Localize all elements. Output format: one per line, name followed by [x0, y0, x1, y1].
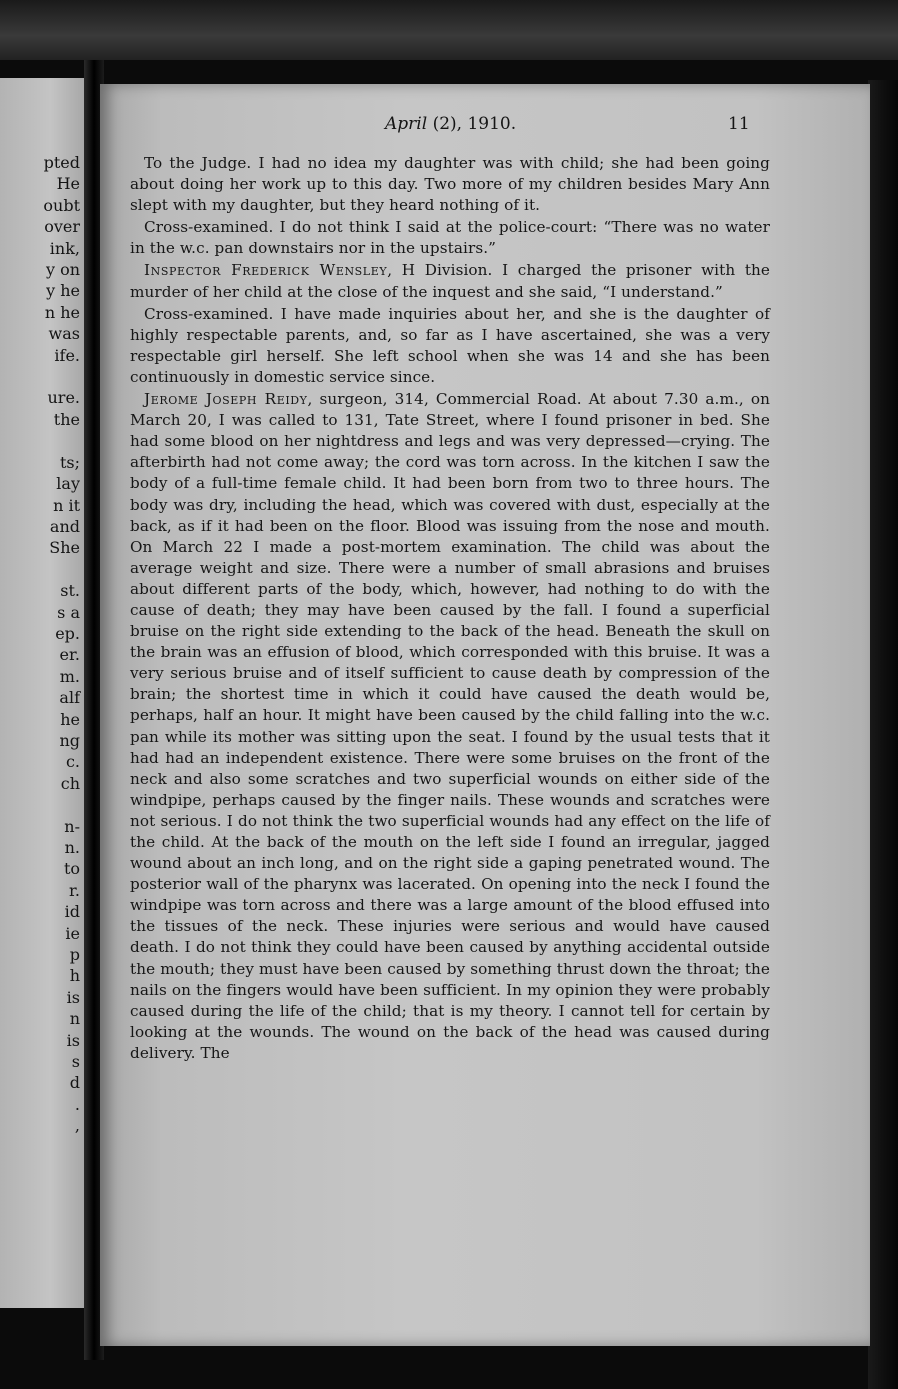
- facing-page-line: is: [66, 1030, 80, 1050]
- facing-page-line: ie: [65, 923, 80, 943]
- running-title-date: (2), 1910.: [427, 114, 517, 134]
- facing-page-line: ng: [59, 730, 80, 750]
- facing-page-line: he: [60, 709, 80, 729]
- paragraph-judge-questions: [130, 153, 770, 216]
- paragraph-text: Cross-examined. I have made inquiries about her, and she is the daughter of highly respectable parents, and, so far as I have ascertained, she was a very respectable girl herself. She left school when she was 14 and she has been continuously in domestic service since.: [130, 304, 770, 386]
- book-page: [100, 84, 870, 1346]
- facing-page-line: c.: [65, 752, 80, 772]
- facing-page-line: ife.: [54, 345, 80, 365]
- facing-page-line: to: [63, 859, 80, 879]
- running-title-month: April: [385, 114, 428, 134]
- page-number: 11: [728, 114, 750, 134]
- facing-page-line: ep.: [55, 623, 80, 643]
- facing-page-line: st.: [60, 581, 80, 601]
- scan-right-border: [868, 80, 898, 1389]
- facing-page-line: alf: [59, 688, 80, 708]
- facing-page-line: ,: [74, 1116, 80, 1136]
- facing-page-line: lay: [56, 474, 80, 494]
- paragraph-cross-examined-2: [130, 304, 770, 388]
- facing-page-line: d: [69, 1073, 80, 1093]
- paragraph-surgeon-reidy: [130, 389, 770, 1064]
- facing-page-line: He: [56, 174, 80, 194]
- facing-page-line: p: [69, 945, 80, 965]
- facing-page-line: ink,: [49, 238, 80, 258]
- paragraph-inspector-wensley: [130, 260, 770, 302]
- facing-page-line: id: [64, 902, 80, 922]
- paragraph-text: , H Division. I charged the prisoner with the murder of her child at the close of the inquest and she said, “I understand.”: [130, 261, 771, 301]
- facing-page-line: m.: [59, 666, 80, 686]
- facing-page-line: n he: [44, 302, 80, 322]
- facing-page-line: h: [69, 966, 80, 986]
- facing-page-line: [0, 794, 80, 815]
- running-header: [100, 114, 870, 136]
- facing-page-line: s: [71, 1052, 80, 1072]
- facing-page-line: [0, 366, 80, 387]
- facing-page-line: r.: [69, 880, 80, 900]
- page-running-title: [385, 114, 516, 134]
- facing-page-line: is: [66, 987, 80, 1007]
- facing-page-line: [0, 559, 80, 580]
- paragraph-cross-examined-1: [130, 217, 770, 259]
- facing-page-line: n-: [64, 816, 80, 836]
- facing-page-line: er.: [59, 645, 80, 665]
- facing-page-line: She: [49, 538, 80, 558]
- facing-page-line: n.: [64, 838, 80, 857]
- facing-page-line: y he: [46, 281, 80, 301]
- facing-page-line: oubt: [43, 195, 80, 215]
- facing-page-line: [0, 430, 80, 451]
- scan-top-border: [0, 0, 898, 60]
- facing-page-line: ch: [60, 773, 80, 793]
- witness-name: Jerome Joseph Reidy: [144, 390, 308, 409]
- facing-page-line: ure.: [47, 388, 80, 408]
- facing-page-line: ts;: [59, 452, 80, 472]
- facing-page-line: s a: [57, 602, 80, 622]
- facing-page-line: n it: [53, 495, 80, 515]
- facing-page-text: [0, 152, 80, 1137]
- facing-page-line: pted: [43, 153, 80, 172]
- facing-page-line: over: [44, 217, 80, 237]
- paragraph-text: , surgeon, 314, Commercial Road. At about 7.30 a.m., on March 20, I was called to 131, Tate Street, where I found prisoner in bed. She had some blood on her nightdress and legs and was very depressed—crying. The afterbirth had not come away; the cord was torn across. In the kitchen I saw the body of a full-time female child. It had been born from two to three hours. The body was dry, including the head, which was covered with dust, especially at the back, as if it had been on the floor. Blood was issuing from the nose and mouth. On March 22 I made a post-mortem examination. The child was about the average weight and size. There were a number of small abrasions and bruises about different parts of the body, which, however, had nothing to do with the cause of death; they may have been caused by the fall. I found a superficial bruise on the right side extending to the back of the head. Beneath the skull on the brain was an effusion of blood, which corresponded with this bruise. It was a very serious bruise and of itself sufficient to cause death by compression of the brain; the shortest time in which it could have caused the death would be, perhaps, half an hour. It might have been caused by the child falling into the w.c. pan while its mother was sitting upon the seat. I found by the usual tests that it had had an independent existence. There were some bruises on the front of the neck and also some scratches and two superficial wounds on either side of the windpipe, perhaps caused by the finger nails. These wounds and scratches were not serious. I do not think the two superficial wounds had any effect on the life of the child. At the back of the mouth on the left side I found an irregular, jagged wound about an inch long, and on the right side a gaping penetrated wound. The posterior wall of the pharynx was lacerated. On opening into the neck I found the windpipe was torn across and there was a large amount of the blood effused into the tissues of the neck. These injuries were serious and would have caused death. I do not think they could have been caused by anything accidental outside the mouth; they must have been caused by something thrust down the throat; the nails on the fingers would have been sufficient. In my opinion they were probably caused during the life of the child; that is my theory. I cannot tell for certain by looking at the wounds. The wound on the back of the head was caused during delivery. The: [130, 390, 770, 1062]
- facing-page-line: the: [53, 409, 80, 429]
- paragraph-text: Cross-examined. I do not think I said at the police-court: “There was no water in the w.c. pan downstairs nor in the upstairs.”: [130, 218, 770, 258]
- witness-name: Inspector Frederick Wensley: [144, 261, 388, 280]
- facing-page-line: y on: [45, 260, 80, 280]
- body-text: [130, 153, 770, 1064]
- paragraph-text: To the Judge. I had no idea my daughter was with child; she had been going about doing her work up to this day. Two more of my children besides Mary Ann slept with my daughter, but they heard nothing of it.: [130, 154, 770, 215]
- facing-page-fragment: [0, 78, 84, 1308]
- facing-page-line: .: [74, 1094, 80, 1114]
- facing-page-line: n: [69, 1009, 80, 1029]
- facing-page-line: was: [48, 324, 80, 344]
- facing-page-line: and: [49, 516, 80, 536]
